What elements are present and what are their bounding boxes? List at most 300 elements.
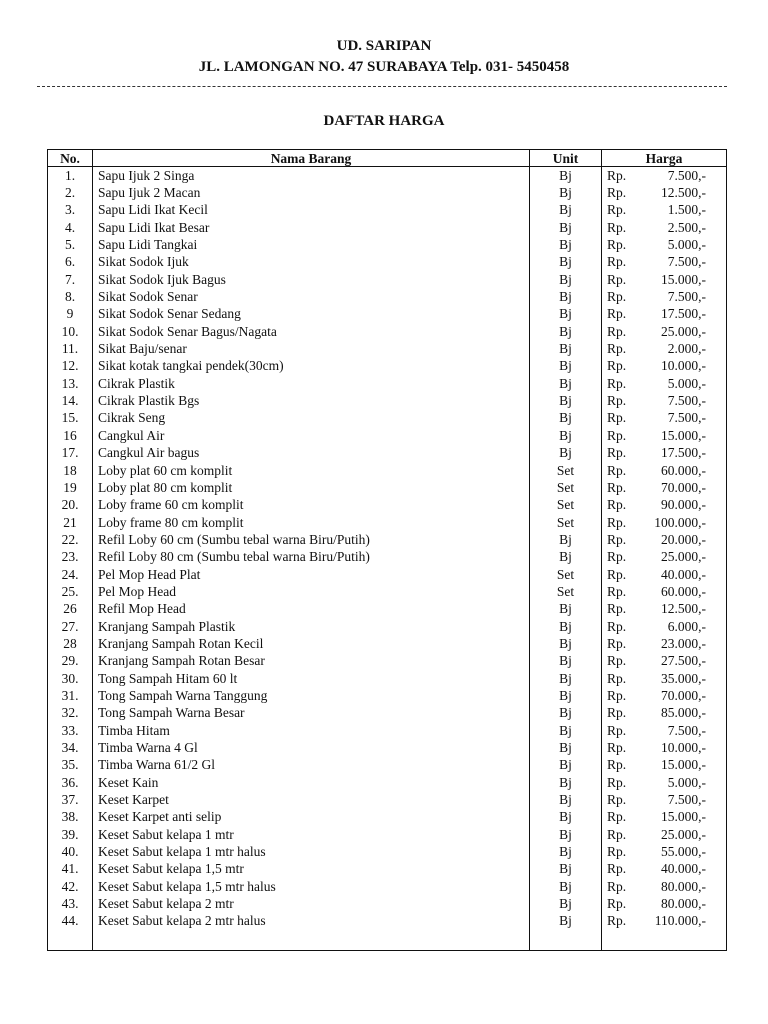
table-row	[48, 323, 727, 340]
row-number: 3.	[48, 202, 93, 219]
item-name: Sapu Lidi Ikat Kecil	[93, 202, 530, 219]
item-price	[602, 306, 727, 323]
item-name: Keset Sabut kelapa 2 mtr halus	[93, 913, 530, 930]
table-row	[48, 791, 727, 808]
item-price	[602, 878, 727, 895]
row-number: 43.	[48, 895, 93, 912]
price-amount: 12.500,-	[661, 601, 706, 617]
item-name: Cikrak Plastik	[93, 375, 530, 392]
currency-label: Rp.	[607, 861, 627, 877]
price-amount: 20.000,-	[661, 531, 706, 547]
item-name: Sikat Sodok Ijuk Bagus	[93, 271, 530, 288]
currency-label: Rp.	[607, 289, 627, 305]
price-amount: 40.000,-	[661, 566, 706, 582]
item-price	[602, 757, 727, 774]
item-name: Sapu Ijuk 2 Singa	[93, 167, 530, 185]
table-row	[48, 878, 727, 895]
row-number: 2.	[48, 184, 93, 201]
row-number: 36.	[48, 774, 93, 791]
table-row	[48, 653, 727, 670]
currency-label: Rp.	[607, 462, 627, 478]
item-name: Refil Mop Head	[93, 601, 530, 618]
price-amount: 5.000,-	[667, 375, 706, 391]
item-name: Sikat Sodok Senar Bagus/Nagata	[93, 323, 530, 340]
table-row	[48, 757, 727, 774]
price-amount: 7.500,-	[667, 722, 706, 738]
price-amount: 23.000,-	[661, 635, 706, 651]
item-price	[602, 271, 727, 288]
row-number: 39.	[48, 826, 93, 843]
price-amount: 25.000,-	[661, 549, 706, 565]
item-unit: Bj	[530, 167, 602, 185]
item-unit: Bj	[530, 445, 602, 462]
row-number: 30.	[48, 670, 93, 687]
table-row	[48, 202, 727, 219]
item-name: Tong Sampah Warna Tanggung	[93, 687, 530, 704]
currency-label: Rp.	[607, 566, 627, 582]
price-amount: 7.500,-	[667, 289, 706, 305]
item-name: Kranjang Sampah Rotan Kecil	[93, 635, 530, 652]
table-row	[48, 549, 727, 566]
table-row	[48, 340, 727, 357]
row-number: 35.	[48, 757, 93, 774]
item-unit: Bj	[530, 895, 602, 912]
table-row	[48, 254, 727, 271]
row-number: 17.	[48, 445, 93, 462]
item-unit: Bj	[530, 618, 602, 635]
item-name: Loby frame 60 cm komplit	[93, 497, 530, 514]
price-amount: 7.500,-	[667, 393, 706, 409]
table-row	[48, 774, 727, 791]
table-row	[48, 514, 727, 531]
price-amount: 15.000,-	[661, 757, 706, 773]
item-name: Keset Karpet anti selip	[93, 809, 530, 826]
column-header-unit: Unit	[530, 150, 602, 167]
item-unit: Set	[530, 583, 602, 600]
row-number: 5.	[48, 236, 93, 253]
row-number: 23.	[48, 549, 93, 566]
item-price	[602, 236, 727, 253]
item-name: Keset Sabut kelapa 2 mtr	[93, 895, 530, 912]
item-price	[602, 479, 727, 496]
item-price	[602, 618, 727, 635]
row-number: 10.	[48, 323, 93, 340]
item-unit: Bj	[530, 843, 602, 860]
currency-label: Rp.	[607, 237, 627, 253]
item-unit: Bj	[530, 202, 602, 219]
table-row	[48, 271, 727, 288]
table-row	[48, 410, 727, 427]
item-unit: Bj	[530, 236, 602, 253]
currency-label: Rp.	[607, 878, 627, 894]
price-amount: 7.500,-	[667, 792, 706, 808]
price-amount: 17.500,-	[661, 445, 706, 461]
table-row	[48, 479, 727, 496]
price-amount: 5.000,-	[667, 774, 706, 790]
row-number: 8.	[48, 288, 93, 305]
item-price	[602, 462, 727, 479]
item-price	[602, 670, 727, 687]
item-name: Tong Sampah Hitam 60 lt	[93, 670, 530, 687]
currency-label: Rp.	[607, 705, 627, 721]
table-row	[48, 375, 727, 392]
table-row	[48, 462, 727, 479]
row-number: 26	[48, 601, 93, 618]
table-row	[48, 895, 727, 912]
currency-label: Rp.	[607, 740, 627, 756]
item-price	[602, 358, 727, 375]
currency-label: Rp.	[607, 341, 627, 357]
row-number: 28	[48, 635, 93, 652]
item-unit: Bj	[530, 809, 602, 826]
currency-label: Rp.	[607, 635, 627, 651]
currency-label: Rp.	[607, 809, 627, 825]
row-number: 38.	[48, 809, 93, 826]
price-amount: 25.000,-	[661, 323, 706, 339]
price-amount: 60.000,-	[661, 462, 706, 478]
currency-label: Rp.	[607, 687, 627, 703]
column-header-price: Harga	[602, 150, 727, 167]
currency-label: Rp.	[607, 913, 627, 929]
item-price	[602, 601, 727, 618]
row-number: 14.	[48, 392, 93, 409]
item-name: Keset Sabut kelapa 1 mtr halus	[93, 843, 530, 860]
item-price	[602, 323, 727, 340]
row-number: 29.	[48, 653, 93, 670]
currency-label: Rp.	[607, 583, 627, 599]
row-number: 7.	[48, 271, 93, 288]
item-unit: Bj	[530, 774, 602, 791]
currency-label: Rp.	[607, 896, 627, 912]
item-unit: Bj	[530, 184, 602, 201]
row-number: 25.	[48, 583, 93, 600]
item-price	[602, 375, 727, 392]
row-number: 44.	[48, 913, 93, 930]
item-price	[602, 514, 727, 531]
currency-label: Rp.	[607, 757, 627, 773]
item-unit: Bj	[530, 306, 602, 323]
item-name: Pel Mop Head Plat	[93, 566, 530, 583]
currency-label: Rp.	[607, 393, 627, 409]
item-price	[602, 826, 727, 843]
table-row	[48, 358, 727, 375]
row-number: 21	[48, 514, 93, 531]
table-body	[48, 167, 727, 951]
currency-label: Rp.	[607, 722, 627, 738]
header-divider	[37, 86, 727, 87]
item-price	[602, 809, 727, 826]
item-unit: Bj	[530, 670, 602, 687]
price-amount: 27.500,-	[661, 653, 706, 669]
item-name: Sapu Ijuk 2 Macan	[93, 184, 530, 201]
item-name: Sapu Lidi Ikat Besar	[93, 219, 530, 236]
price-amount: 90.000,-	[661, 497, 706, 513]
item-price	[602, 774, 727, 791]
item-price	[602, 184, 727, 201]
table-row	[48, 809, 727, 826]
row-number: 41.	[48, 861, 93, 878]
currency-label: Rp.	[607, 427, 627, 443]
item-price	[602, 288, 727, 305]
item-price	[602, 583, 727, 600]
table-row	[48, 531, 727, 548]
price-amount: 80.000,-	[661, 896, 706, 912]
row-number: 22.	[48, 531, 93, 548]
item-price	[602, 791, 727, 808]
table-row	[48, 427, 727, 444]
item-price	[602, 202, 727, 219]
currency-label: Rp.	[607, 531, 627, 547]
item-price	[602, 167, 727, 185]
blank-row	[48, 930, 727, 951]
row-number: 32.	[48, 705, 93, 722]
currency-label: Rp.	[607, 185, 627, 201]
table-row	[48, 236, 727, 253]
table-row	[48, 583, 727, 600]
table-row	[48, 861, 727, 878]
item-name: Keset Sabut kelapa 1,5 mtr	[93, 861, 530, 878]
table-row	[48, 705, 727, 722]
table-row	[48, 306, 727, 323]
row-number: 19	[48, 479, 93, 496]
document-title: DAFTAR HARGA	[323, 113, 445, 129]
item-name: Loby plat 80 cm komplit	[93, 479, 530, 496]
row-number: 9	[48, 306, 93, 323]
item-name: Refil Loby 60 cm (Sumbu tebal warna Biru/Putih)	[93, 531, 530, 548]
item-price	[602, 254, 727, 271]
item-price	[602, 653, 727, 670]
item-price	[602, 549, 727, 566]
item-unit: Bj	[530, 635, 602, 652]
item-price	[602, 531, 727, 548]
item-unit: Bj	[530, 722, 602, 739]
currency-label: Rp.	[607, 167, 627, 183]
price-amount: 60.000,-	[661, 583, 706, 599]
row-number: 40.	[48, 843, 93, 860]
row-number: 11.	[48, 340, 93, 357]
table-row	[48, 184, 727, 201]
price-amount: 100.000,-	[654, 514, 706, 530]
item-name: Sikat Sodok Senar Sedang	[93, 306, 530, 323]
item-name: Loby frame 80 cm komplit	[93, 514, 530, 531]
currency-label: Rp.	[607, 549, 627, 565]
item-name: Cikrak Seng	[93, 410, 530, 427]
currency-label: Rp.	[607, 653, 627, 669]
price-amount: 40.000,-	[661, 861, 706, 877]
currency-label: Rp.	[607, 774, 627, 790]
item-unit: Bj	[530, 913, 602, 930]
price-amount: 80.000,-	[661, 878, 706, 894]
item-name: Keset Sabut kelapa 1,5 mtr halus	[93, 878, 530, 895]
item-price	[602, 861, 727, 878]
price-amount: 15.000,-	[661, 427, 706, 443]
price-amount: 2.000,-	[667, 341, 706, 357]
table-row	[48, 445, 727, 462]
row-number: 34.	[48, 739, 93, 756]
table-row	[48, 601, 727, 618]
item-unit: Bj	[530, 254, 602, 271]
item-name: Sikat Baju/senar	[93, 340, 530, 357]
currency-label: Rp.	[607, 254, 627, 270]
item-unit: Bj	[530, 861, 602, 878]
price-amount: 85.000,-	[661, 705, 706, 721]
item-name: Sikat kotak tangkai pendek(30cm)	[93, 358, 530, 375]
table-row	[48, 739, 727, 756]
item-unit: Bj	[530, 323, 602, 340]
item-unit: Bj	[530, 427, 602, 444]
row-number: 12.	[48, 358, 93, 375]
item-price	[602, 687, 727, 704]
item-price	[602, 895, 727, 912]
row-number: 15.	[48, 410, 93, 427]
price-amount: 1.500,-	[667, 202, 706, 218]
price-amount: 15.000,-	[661, 809, 706, 825]
item-unit: Bj	[530, 410, 602, 427]
row-number: 24.	[48, 566, 93, 583]
item-unit: Bj	[530, 271, 602, 288]
currency-label: Rp.	[607, 306, 627, 322]
table-row	[48, 913, 727, 930]
currency-label: Rp.	[607, 826, 627, 842]
row-number: 13.	[48, 375, 93, 392]
column-header-no: No.	[48, 150, 93, 167]
item-name: Cangkul Air bagus	[93, 445, 530, 462]
row-number: 1.	[48, 167, 93, 185]
item-name: Pel Mop Head	[93, 583, 530, 600]
item-unit: Bj	[530, 531, 602, 548]
price-amount: 7.500,-	[667, 410, 706, 426]
item-name: Sikat Sodok Senar	[93, 288, 530, 305]
table-row	[48, 288, 727, 305]
currency-label: Rp.	[607, 601, 627, 617]
item-name: Cikrak Plastik Bgs	[93, 392, 530, 409]
item-name: Timba Warna 4 Gl	[93, 739, 530, 756]
price-amount: 35.000,-	[661, 670, 706, 686]
item-price	[602, 410, 727, 427]
item-unit: Bj	[530, 375, 602, 392]
table-row	[48, 722, 727, 739]
item-price	[602, 566, 727, 583]
company-name: UD. SARIPAN	[336, 38, 432, 54]
item-price	[602, 843, 727, 860]
currency-label: Rp.	[607, 479, 627, 495]
row-number: 18	[48, 462, 93, 479]
item-name: Keset Karpet	[93, 791, 530, 808]
item-price	[602, 913, 727, 930]
currency-label: Rp.	[607, 618, 627, 634]
price-amount: 25.000,-	[661, 826, 706, 842]
item-unit: Bj	[530, 705, 602, 722]
price-amount: 17.500,-	[661, 306, 706, 322]
item-unit: Set	[530, 462, 602, 479]
row-number: 31.	[48, 687, 93, 704]
price-amount: 12.500,-	[661, 185, 706, 201]
table-row	[48, 497, 727, 514]
item-name: Cangkul Air	[93, 427, 530, 444]
item-name: Kranjang Sampah Plastik	[93, 618, 530, 635]
row-number: 27.	[48, 618, 93, 635]
item-unit: Bj	[530, 392, 602, 409]
item-unit: Set	[530, 514, 602, 531]
table-row	[48, 826, 727, 843]
row-number: 37.	[48, 791, 93, 808]
item-unit: Bj	[530, 601, 602, 618]
item-name: Sikat Sodok Ijuk	[93, 254, 530, 271]
item-unit: Set	[530, 479, 602, 496]
table-row	[48, 167, 727, 185]
price-amount: 10.000,-	[661, 740, 706, 756]
item-name: Timba Warna 61/2 Gl	[93, 757, 530, 774]
item-name: Kranjang Sampah Rotan Besar	[93, 653, 530, 670]
item-unit: Bj	[530, 791, 602, 808]
item-price	[602, 497, 727, 514]
item-unit: Bj	[530, 826, 602, 843]
currency-label: Rp.	[607, 375, 627, 391]
table-row	[48, 566, 727, 583]
price-amount: 5.000,-	[667, 237, 706, 253]
item-name: Refil Loby 80 cm (Sumbu tebal warna Biru/Putih)	[93, 549, 530, 566]
row-number: 42.	[48, 878, 93, 895]
price-amount: 2.500,-	[667, 219, 706, 235]
item-name: Keset Kain	[93, 774, 530, 791]
column-header-name: Nama Barang	[93, 150, 530, 167]
item-price	[602, 427, 727, 444]
price-amount: 7.500,-	[667, 167, 706, 183]
item-unit: Bj	[530, 878, 602, 895]
table-row	[48, 392, 727, 409]
item-price	[602, 445, 727, 462]
table-row	[48, 219, 727, 236]
item-unit: Bj	[530, 340, 602, 357]
company-address: JL. LAMONGAN NO. 47 SURABAYA Telp. 031- 5450458	[198, 59, 570, 75]
item-price	[602, 340, 727, 357]
price-amount: 7.500,-	[667, 254, 706, 270]
currency-label: Rp.	[607, 410, 627, 426]
price-amount: 10.000,-	[661, 358, 706, 374]
item-unit: Bj	[530, 757, 602, 774]
currency-label: Rp.	[607, 670, 627, 686]
item-price	[602, 635, 727, 652]
currency-label: Rp.	[607, 792, 627, 808]
price-amount: 110.000,-	[654, 913, 706, 929]
item-unit: Bj	[530, 358, 602, 375]
row-number: 33.	[48, 722, 93, 739]
price-amount: 55.000,-	[661, 844, 706, 860]
table-row	[48, 635, 727, 652]
item-name: Keset Sabut kelapa 1 mtr	[93, 826, 530, 843]
item-unit: Bj	[530, 653, 602, 670]
item-unit: Bj	[530, 288, 602, 305]
item-name: Tong Sampah Warna Besar	[93, 705, 530, 722]
item-unit: Bj	[530, 687, 602, 704]
item-unit: Bj	[530, 219, 602, 236]
item-unit: Bj	[530, 549, 602, 566]
item-price	[602, 722, 727, 739]
item-unit: Set	[530, 566, 602, 583]
item-price	[602, 739, 727, 756]
table-row	[48, 687, 727, 704]
row-number: 6.	[48, 254, 93, 271]
item-name: Sapu Lidi Tangkai	[93, 236, 530, 253]
item-unit: Bj	[530, 739, 602, 756]
row-number: 20.	[48, 497, 93, 514]
item-name: Loby plat 60 cm komplit	[93, 462, 530, 479]
table-row	[48, 843, 727, 860]
currency-label: Rp.	[607, 323, 627, 339]
table-row	[48, 618, 727, 635]
currency-label: Rp.	[607, 497, 627, 513]
currency-label: Rp.	[607, 844, 627, 860]
